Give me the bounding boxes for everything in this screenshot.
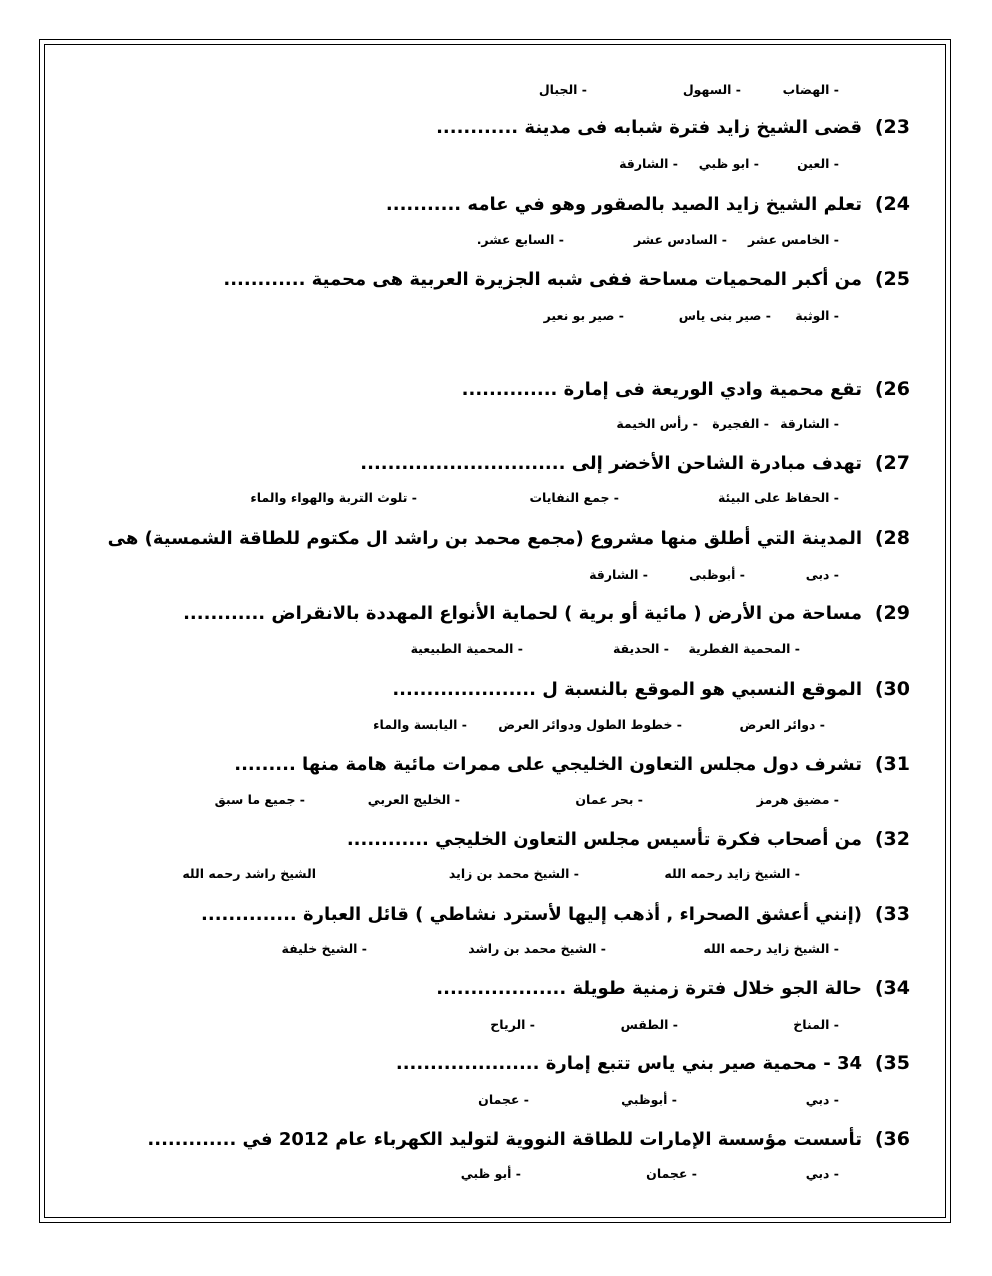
question-text: تأسست مؤسسة الإمارات للطاقة النووية لتوليد الكهرباء عام 2012 في ............. — [147, 1129, 862, 1150]
options-row-30 — [0, 717, 992, 737]
question-29 — [183, 602, 910, 624]
question-31 — [234, 753, 910, 775]
question-text: المدينة التي أطلق منها مشروع (مجمع محمد بن راشد ال مكتوم للطاقة الشمسية) هى — [107, 528, 862, 549]
option: - الحديقة — [612, 641, 669, 656]
question-33 — [201, 903, 910, 925]
option: - بحر عمان — [575, 792, 643, 807]
question-number: 29) — [874, 602, 910, 624]
options-row-28 — [0, 567, 992, 587]
question-28 — [108, 527, 910, 549]
options-row-22 — [0, 82, 992, 102]
option: - الشارقة — [619, 156, 678, 171]
question-32 — [347, 828, 910, 850]
question-number: 28) — [874, 527, 910, 549]
question-27 — [360, 452, 910, 474]
option: - السادس عشر — [634, 232, 727, 247]
options-row-27 — [0, 490, 992, 510]
question-number: 25) — [874, 268, 910, 290]
option: - الشيخ زايد رحمه الله — [664, 866, 800, 881]
question-number: 31) — [874, 753, 910, 775]
option: - السهول — [682, 82, 741, 97]
page-border-inner — [44, 44, 946, 1218]
question-number: 26) — [874, 378, 910, 400]
question-26 — [462, 378, 910, 400]
question-24 — [386, 193, 910, 215]
question-number: 27) — [874, 452, 910, 474]
options-row-36 — [0, 1166, 992, 1186]
question-text: الموقع النسبي هو الموقع بالنسبة ل ..................... — [392, 679, 862, 700]
question-number: 23) — [874, 116, 910, 138]
option: - دبي — [805, 1092, 839, 1107]
question-text: تعلم الشيخ زايد الصيد بالصقور وهو في عامه ........... — [385, 194, 862, 215]
option: - الشيخ محمد بن راشد — [468, 941, 606, 956]
option: - عجمان — [646, 1166, 697, 1181]
question-number: 36) — [874, 1128, 910, 1150]
question-text: قضى الشيخ زايد فترة شبابه فى مدينة ............ — [436, 117, 862, 138]
option: - الوثبة — [795, 308, 839, 323]
option: - الجبال — [538, 82, 587, 97]
question-number: 34) — [874, 977, 910, 999]
options-row-23 — [0, 156, 992, 176]
options-row-29 — [0, 641, 992, 661]
option: - الشيخ زايد رحمه الله — [703, 941, 839, 956]
option: - أبوظبى — [689, 567, 745, 582]
question-30 — [392, 678, 910, 700]
question-number: 35) — [874, 1052, 910, 1074]
option: - رأس الخيمة — [616, 416, 698, 431]
option: - دبى — [805, 567, 839, 582]
option: - صير بنى ياس — [678, 308, 771, 323]
options-row-34 — [0, 1017, 992, 1037]
option: - جميع ما سبق — [214, 792, 305, 807]
option: الشيخ راشد رحمه الله — [182, 866, 316, 881]
question-text: تشرف دول مجلس التعاون الخليجي على ممرات مائية هامة منها ......... — [234, 754, 862, 775]
question-text: من أصحاب فكرة تأسيس مجلس التعاون الخليجي ............ — [346, 829, 862, 850]
question-35 — [396, 1052, 910, 1074]
option: - الحفاظ على البيئة — [717, 490, 839, 505]
options-row-25 — [0, 308, 992, 328]
option: - المحمية الطبيعية — [410, 641, 523, 656]
question-number: 30) — [874, 678, 910, 700]
option: - الخليج العربي — [367, 792, 460, 807]
option: - أبو ظبي — [460, 1166, 521, 1181]
option: - تلوث التربة والهواء والماء — [250, 490, 417, 505]
question-23 — [436, 116, 910, 138]
option: - الشيخ خليفة — [281, 941, 367, 956]
option: - المناخ — [793, 1017, 839, 1032]
question-text: 34 - محمية صير بني ياس تتبع إمارة ..................... — [395, 1053, 862, 1074]
option: - الخامس عشر — [747, 232, 839, 247]
question-number: 24) — [874, 193, 910, 215]
option: - خطوط الطول ودوائر العرض — [498, 717, 682, 732]
option: - جمع النفايات — [529, 490, 619, 505]
question-number: 32) — [874, 828, 910, 850]
option: - الشارقة — [780, 416, 839, 431]
option: - دوائر العرض — [739, 717, 825, 732]
option: - صير بو نعير — [543, 308, 624, 323]
option: - الشارقة — [589, 567, 648, 582]
options-row-26 — [0, 416, 992, 436]
question-text: (إنني أعشق الصحراء , أذهب إليها لأسترد نشاطي ) قائل العبارة .............. — [201, 904, 862, 925]
option: - الطقس — [620, 1017, 678, 1032]
option: - الفجيرة — [712, 416, 769, 431]
option: - العين — [797, 156, 839, 171]
option: - أبوظبي — [621, 1092, 677, 1107]
option: - ابو ظبي — [698, 156, 759, 171]
question-text: تهدف مبادرة الشاحن الأخضر إلى .............................. — [360, 453, 862, 474]
option: - اليابسة والماء — [373, 717, 467, 732]
option: - الشيخ محمد بن زايد — [448, 866, 579, 881]
question-25 — [223, 268, 910, 290]
question-text: من أكبر المحميات مساحة ففى شبه الجزيرة العربية هى محمية ............ — [223, 269, 862, 290]
question-text: حالة الجو خلال فترة زمنية طويلة ................... — [436, 978, 862, 999]
options-row-33 — [0, 941, 992, 961]
question-text: تقع محمية وادي الوريعة فى إمارة .............. — [461, 379, 862, 400]
option: - مضيق هرمز — [756, 792, 839, 807]
options-row-24 — [0, 232, 992, 252]
option: - المحمية الفطرية — [688, 641, 800, 656]
option: - دبي — [805, 1166, 839, 1181]
question-number: 33) — [874, 903, 910, 925]
question-34 — [436, 977, 910, 999]
options-row-31 — [0, 792, 992, 812]
option: - الهضاب — [782, 82, 839, 97]
options-row-35 — [0, 1092, 992, 1112]
question-text: مساحة من الأرض ( مائية أو برية ) لحماية الأنواع المهددة بالانقراض ............ — [183, 603, 862, 624]
question-36 — [147, 1128, 910, 1150]
option: - السابع عشر. — [476, 232, 564, 247]
options-row-32 — [0, 866, 992, 886]
option: - عجمان — [478, 1092, 529, 1107]
option: - الرياح — [490, 1017, 535, 1032]
